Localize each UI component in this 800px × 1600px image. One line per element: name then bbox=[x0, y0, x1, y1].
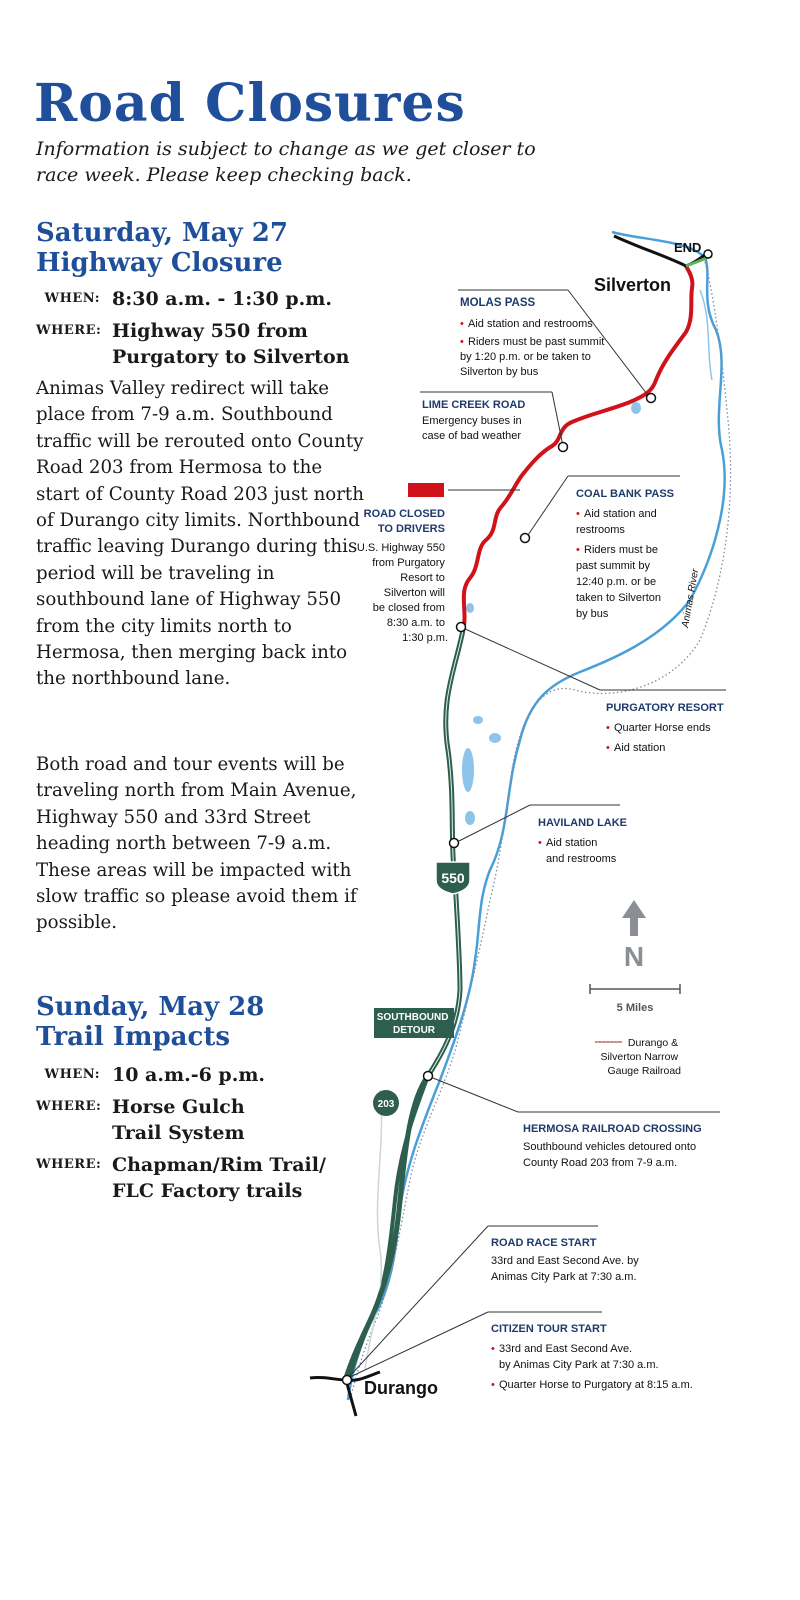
coal-bank-callout bbox=[576, 488, 674, 500]
lime-creek-title: LIME CREEK ROAD bbox=[422, 399, 526, 411]
where-value-line1: Highway 550 from bbox=[112, 320, 308, 342]
detour-l2: DETOUR bbox=[392, 1025, 436, 1036]
haviland-title: HAVILAND LAKE bbox=[538, 817, 628, 829]
purgatory-b2: Aid station bbox=[614, 742, 666, 754]
citizen-b2: Quarter Horse to Purgatory at 8:15 a.m. bbox=[499, 1379, 693, 1391]
road-race-callout bbox=[491, 1237, 642, 1283]
svg-text:•Quarter Horse ends •Aid s: • Quarter Horse ends • Aid station bbox=[606, 722, 711, 754]
hermosa-l1: Southbound vehicles detoured onto bbox=[523, 1141, 697, 1153]
railroad-l3: Gauge Railroad bbox=[607, 1065, 681, 1077]
purgatory-callout bbox=[606, 702, 724, 714]
coal-b1-l1: Aid station and bbox=[584, 508, 657, 520]
molas-pass-marker bbox=[647, 394, 656, 403]
haviland-lake bbox=[465, 811, 475, 825]
haviland-callout bbox=[538, 817, 627, 829]
purgatory-title: PURGATORY RESORT bbox=[606, 702, 724, 714]
road-race-l2: Animas City Park at 7:30 a.m. bbox=[491, 1271, 637, 1283]
animas-river-label: Animas River bbox=[680, 568, 702, 629]
detour-l1: SOUTHBOUND bbox=[376, 1012, 449, 1023]
north-label: N bbox=[623, 941, 645, 972]
lake bbox=[631, 402, 641, 414]
road-closed-marker bbox=[408, 483, 444, 497]
narrow-gauge-railroad bbox=[350, 262, 731, 1400]
svg-text:•Aid station and restrooms: • Aid station and restrooms • Riders must be past summit by 12:40 p.m. or be taken to Silverton by bus bbox=[576, 508, 661, 620]
coal-b2-l2: past summit by bbox=[576, 560, 650, 572]
highway-550-shield bbox=[436, 862, 470, 894]
saturday-paragraph-2: Both road and tour events will be traveling north from Main Avenue, Highway 550 and 33rd Street heading north between 7-9 a.m. These areas will be impacted with slow traffic so please avoid them if possible. bbox=[36, 754, 357, 934]
where-label: WHERE: bbox=[36, 323, 102, 338]
road-closed-l4: Silverton will bbox=[383, 587, 445, 599]
hermosa-marker bbox=[424, 1072, 433, 1081]
purgatory-b1: Quarter Horse ends bbox=[614, 722, 711, 734]
lime-creek-callout bbox=[422, 399, 528, 442]
when-label: WHEN: bbox=[44, 1067, 100, 1082]
road-closed-l7: 1:30 p.m. bbox=[402, 632, 448, 644]
citizen-b1-l1: 33rd and East Second Ave. bbox=[499, 1343, 633, 1355]
sunday-heading-date: Sunday, May 28 bbox=[36, 992, 265, 1022]
saturday-paragraph-1: Animas Valley redirect will take place from 7-9 a.m. Southbound traffic will be rerouted onto County Road 203 from Hermosa to the start of County Road 203 just north of Durango city limits. Northbound traffic leaving Durango during this period will be traveling in southbound lane of Highway 550 from the city limits north to Hermosa, then merging back into the northbound lane. bbox=[36, 378, 364, 690]
coal-bank-marker bbox=[521, 534, 530, 543]
svg-text:Durango & Silverton Narr bbox=[600, 1037, 681, 1077]
durango-marker bbox=[343, 1376, 352, 1385]
where-value-line1: Chapman/Rim Trail/ bbox=[112, 1154, 326, 1176]
svg-text:•Aid station and restrooms: • Aid station and restrooms • Riders must be past summit by 1:20 p.m. or be taken to Silverton by bus bbox=[460, 318, 605, 378]
durango-label: Durango bbox=[364, 1378, 438, 1398]
haviland-b1-l2: and restrooms bbox=[546, 853, 617, 865]
lime-creek-l2: case of bad weather bbox=[422, 430, 522, 442]
saturday-heading-date: Saturday, May 27 bbox=[36, 218, 288, 248]
north-arrow bbox=[622, 900, 646, 972]
saturday-heading-topic: Highway Closure bbox=[36, 248, 283, 278]
citizen-b1-l2: by Animas City Park at 7:30 a.m. bbox=[499, 1359, 659, 1371]
road-closed-title-1: ROAD CLOSED bbox=[363, 508, 445, 520]
where-value-line2: Purgatory to Silverton bbox=[112, 346, 350, 368]
when-value: 8:30 a.m. - 1:30 p.m. bbox=[112, 288, 332, 310]
road-closed-l1: U.S. Highway 550 bbox=[356, 542, 445, 554]
railroad-l2: Silverton Narrow bbox=[600, 1051, 679, 1063]
county-203-number: 203 bbox=[377, 1099, 395, 1110]
when-value: 10 a.m.-6 p.m. bbox=[112, 1064, 266, 1086]
molas-pass-title: MOLAS PASS bbox=[460, 297, 536, 309]
railroad-l1: Durango & bbox=[627, 1037, 679, 1049]
svg-text:•33rd and East Second Ave.: • 33rd and East Second Ave. by Animas City Park at 7:30 a.m. • Quarter Horse to Purgatory at 8:15 a.m. bbox=[491, 1343, 693, 1391]
scale-bar bbox=[590, 984, 680, 1014]
svg-text:•Aid station and restrooms: • Aid station and restrooms bbox=[538, 837, 617, 865]
road-closed-callout bbox=[357, 508, 448, 644]
lime-creek-marker bbox=[559, 443, 568, 452]
purgatory-marker bbox=[457, 623, 466, 632]
road-closed-l5: be closed from bbox=[372, 602, 445, 614]
end-label: END bbox=[674, 240, 702, 255]
highway-550-number: 550 bbox=[441, 870, 465, 886]
where-value-line1: Horse Gulch bbox=[112, 1096, 245, 1118]
lake bbox=[466, 603, 474, 613]
coal-b2-l5: by bus bbox=[576, 608, 609, 620]
coal-b2-l1: Riders must be bbox=[584, 544, 658, 556]
coal-bank-title: COAL BANK PASS bbox=[576, 488, 674, 500]
molas-bullet-2-l1: Riders must be past summit bbox=[468, 336, 605, 348]
railroad-legend bbox=[595, 1037, 681, 1077]
page-title: Road Closures bbox=[34, 73, 466, 134]
molas-bullet-1: Aid station and restrooms bbox=[468, 318, 593, 330]
end-marker bbox=[704, 250, 712, 258]
hermosa-l2: County Road 203 from 7-9 a.m. bbox=[523, 1157, 678, 1169]
road-closed-l2: from Purgatory bbox=[372, 557, 445, 569]
page-subtitle: Information is subject to change as we get closer to race week. Please keep checking back. bbox=[36, 138, 536, 186]
road-race-title: ROAD RACE START bbox=[491, 1237, 597, 1249]
molas-pass-callout bbox=[460, 297, 536, 309]
road-closed-title-2: TO DRIVERS bbox=[377, 523, 445, 535]
silverton-label: Silverton bbox=[594, 275, 672, 295]
citizen-tour-callout bbox=[491, 1323, 607, 1335]
where-value-line2: Trail System bbox=[112, 1122, 245, 1144]
sunday-heading-topic: Trail Impacts bbox=[36, 1022, 230, 1052]
lake bbox=[462, 748, 474, 792]
citizen-tour-title: CITIZEN TOUR START bbox=[491, 1323, 607, 1335]
coal-b2-l4: taken to Silverton bbox=[576, 592, 661, 604]
road-closed-l6: 8:30 a.m. to bbox=[386, 617, 445, 629]
where-value-line2: FLC Factory trails bbox=[112, 1180, 303, 1202]
animas-river bbox=[348, 232, 725, 1400]
lime-creek-l1: Emergency buses in bbox=[422, 415, 522, 427]
where-label: WHERE: bbox=[36, 1157, 102, 1172]
when-label: WHEN: bbox=[44, 291, 100, 306]
county-203-shield bbox=[373, 1090, 399, 1116]
highway-550-open bbox=[346, 630, 463, 1378]
coal-b2-l3: 12:40 p.m. or be bbox=[576, 576, 657, 588]
hermosa-callout bbox=[523, 1123, 705, 1169]
lake bbox=[489, 733, 501, 743]
road-closed-l3: Resort to bbox=[400, 572, 445, 584]
lake bbox=[473, 716, 483, 724]
scale-label: 5 Miles bbox=[616, 1002, 654, 1014]
southbound-detour-badge bbox=[374, 1008, 454, 1038]
coal-b1-l2: restrooms bbox=[576, 524, 625, 536]
road-race-l1: 33rd and East Second Ave. by bbox=[491, 1255, 639, 1267]
where-label: WHERE: bbox=[36, 1099, 102, 1114]
haviland-b1-l1: Aid station bbox=[546, 837, 598, 849]
hermosa-title: HERMOSA RAILROAD CROSSING bbox=[523, 1123, 702, 1135]
haviland-marker bbox=[450, 839, 459, 848]
molas-bullet-2-l3: Silverton by bus bbox=[460, 366, 539, 378]
molas-bullet-2-l2: by 1:20 p.m. or be taken to bbox=[460, 351, 591, 363]
